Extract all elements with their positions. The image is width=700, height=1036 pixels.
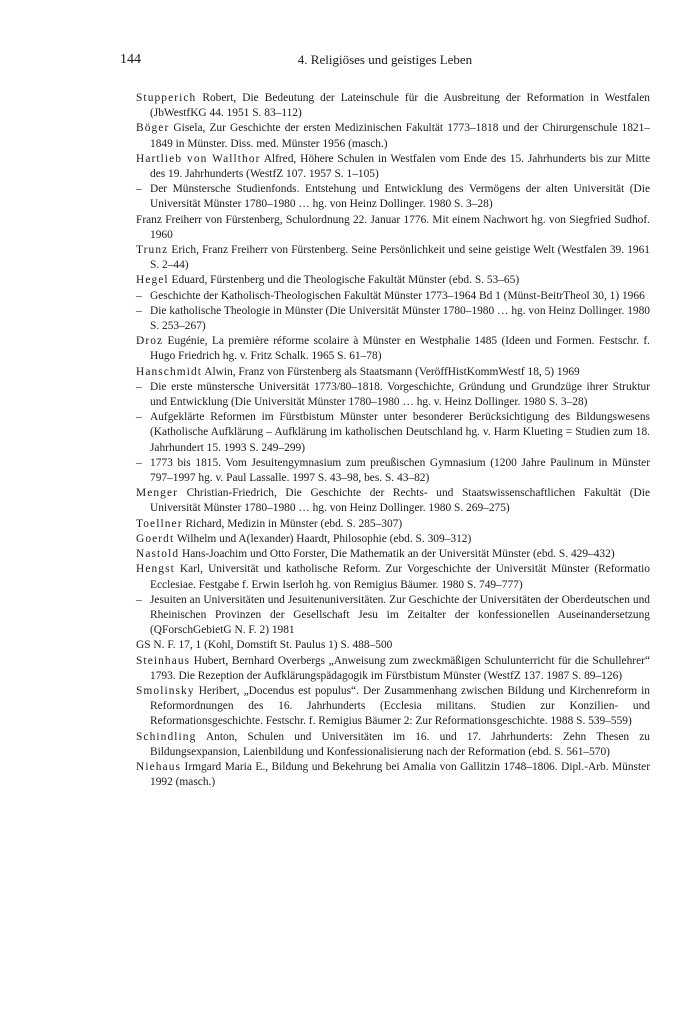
entry-author: Steinhaus bbox=[136, 654, 191, 667]
page-number: 144 bbox=[120, 52, 141, 67]
bibliography-entry bbox=[136, 730, 650, 760]
continuation-dash: – bbox=[136, 304, 142, 317]
entry-text: Aufgeklärte Reformen im Fürstbistum Münster unter besonderer Berücksichtigung des Bildungswesens (Katholische Aufklärung – Aufklärung im katholischen Deutschland hg. v. Harm Klueting = Studien zum 18. Jahrhundert 15. 1993 S. 249–299) bbox=[150, 411, 650, 454]
bibliography-entry bbox=[136, 289, 650, 304]
entry-text: Anton, Schulen und Universitäten im 16. und 17. Jahrhunderts: Zehn Thesen zu Bildungsexpansion, Laienbildung und Konfessionalisierung nach der Reformation (ebd. S. 561–570) bbox=[150, 730, 650, 758]
bibliography-entry bbox=[136, 273, 650, 288]
bibliography-entry bbox=[136, 532, 650, 547]
entry-author: Nastold bbox=[136, 548, 180, 561]
entry-text: Robert, Die Bedeutung der Lateinschule für die Ausbreitung der Reformation in Westfalen (JbWestfKG 44. 1951 S. 83–112) bbox=[150, 92, 650, 120]
continuation-dash: – bbox=[136, 593, 142, 606]
continuation-dash: – bbox=[136, 380, 142, 393]
bibliography-entry bbox=[136, 547, 650, 562]
bibliography-entry bbox=[136, 654, 650, 684]
entry-text: Geschichte der Katholisch-Theologischen Fakultät Münster 1773–1964 Bd 1 (Münst-BeitrTheol 30, 1) 1966 bbox=[150, 289, 645, 302]
entry-text: Eugénie, La première réforme scolaire à Münster en Westphalie 1485 (Ideen und Formen. Festschr. f. Hugo Friedrich hg. v. Fritz Schalk. 1965 S. 61–78) bbox=[150, 335, 650, 363]
continuation-dash: – bbox=[136, 183, 142, 196]
entry-author: Hengst bbox=[136, 563, 175, 576]
entry-author: Toellner bbox=[136, 517, 183, 530]
bibliography-entry bbox=[136, 593, 650, 639]
entry-author: Menger bbox=[136, 487, 179, 500]
bibliography-entry bbox=[136, 91, 650, 121]
continuation-dash: – bbox=[136, 456, 142, 469]
bibliography-entry bbox=[136, 121, 650, 151]
continuation-dash: – bbox=[136, 411, 142, 424]
bibliography-entry bbox=[136, 365, 650, 380]
entry-text: Gisela, Zur Geschichte der ersten Medizinischen Fakultät 1773–1818 und der Chirurgenschule 1821–1849 in Münster. Diss. med. Münster 1956 (masch.) bbox=[150, 122, 650, 150]
entry-author: Schindling bbox=[136, 730, 197, 743]
entry-text: 1773 bis 1815. Vom Jesuitengymnasium zum preußischen Gymnasium (1200 Jahre Paulinum in Münster 797–1997 hg. v. Paul Lassalle. 1997 S. 43–98, bes. S. 43–82) bbox=[150, 456, 650, 485]
entry-text: Alfred, Höhere Schulen in Westfalen vom Ende des 15. Jahrhunderts bis zur Mitte des 19. Jahrhunderts (WestfZ 107. 1957 S. 1–105) bbox=[150, 152, 650, 181]
entry-author: Hegel bbox=[136, 274, 169, 287]
entry-text: Jesuiten an Universitäten und Jesuitenuniversitäten. Zur Geschichte der Universitäten der Oberdeutschen und Rheinischen Provinzen der Gesellschaft Jesu im Zeitalter der konfessionellen Auseinandersetzung (QForschGebietG N. F. 2) 1981 bbox=[150, 593, 650, 637]
continuation-dash: – bbox=[136, 289, 142, 302]
chapter-title: 4. Religiöses und geistiges Leben bbox=[297, 52, 473, 67]
entry-text: Christian-Friedrich, Die Geschichte der Rechts- und Staatswissenschaftlichen Fakultät (Die Universität Münster 1780–1980 … hg. von Heinz Dollinger. 1980 S. 269–275) bbox=[150, 487, 650, 515]
entry-author: Goerdt bbox=[136, 532, 175, 545]
bibliography-entry bbox=[136, 562, 650, 592]
bibliography-entry bbox=[136, 638, 650, 653]
entry-author: Trunz bbox=[136, 244, 169, 257]
bibliography-entry bbox=[136, 380, 650, 410]
entry-text: Richard, Medizin in Münster (ebd. S. 285–307) bbox=[182, 517, 403, 530]
entry-author: Hanschmidt bbox=[136, 365, 203, 378]
entry-text: Erich, Franz Freiherr von Fürstenberg. Seine Persönlichkeit und seine geistige Welt (Westfalen 39. 1961 S. 2–44) bbox=[150, 244, 650, 272]
bibliography-entry bbox=[136, 486, 650, 516]
bibliography-entry bbox=[136, 760, 650, 790]
entry-text: Karl, Universität und katholische Reform. Zur Vorgeschichte der Universität Münster (Reformatio Ecclesiae. Festgabe f. Erwin Iserloh hg. von Remigius Bäumer. 1980 S. 749–777) bbox=[150, 563, 650, 591]
bibliography-entry bbox=[136, 456, 650, 486]
entry-text: Wilhelm und A(lexander) Haardt, Philosophie (ebd. S. 309–312) bbox=[174, 532, 472, 545]
entry-text: Heribert, „Docendus est populus“. Der Zusammenhang zwischen Bildung und Kirchenreform in Reformordnungen des 16. Jahrhunderts (Ecclesia militans. Studien zur Konzilien- und Reformationsgeschichte. Festschr. f. Remigius Bäumer 2: Zur Reformationsgeschichte. 1988 S. 539–559) bbox=[150, 684, 650, 728]
running-head bbox=[120, 50, 650, 70]
entry-author: Droz bbox=[136, 335, 164, 348]
entry-author: Niehaus bbox=[136, 760, 182, 773]
entry-author: Böger bbox=[136, 122, 170, 135]
entry-author: Hartlieb von Wallthor bbox=[136, 152, 261, 165]
entry-author: Smolinsky bbox=[136, 684, 195, 697]
entry-text: Die katholische Theologie in Münster (Die Universität Münster 1780–1980 … hg. von Heinz Dollinger. 1980 S. 253–267) bbox=[150, 304, 650, 333]
bibliography-entry bbox=[136, 410, 650, 456]
entry-text: Eduard, Fürstenberg und die Theologische Fakultät Münster (ebd. S. 53–65) bbox=[168, 274, 520, 287]
bibliography-entry bbox=[136, 152, 650, 182]
entry-text: GS N. F. 17, 1 (Kohl, Domstift St. Paulus 1) S. 488–500 bbox=[136, 639, 393, 652]
entry-text: Der Münstersche Studienfonds. Entstehung und Entwicklung des Vermögens der alten Universität (Die Universität Münster 1780–1980 … hg. von Heinz Dollinger. 1980 S. 3–28) bbox=[150, 183, 650, 211]
bibliography-entry bbox=[136, 334, 650, 364]
bibliography-entry bbox=[136, 182, 650, 212]
bibliography-list bbox=[136, 91, 650, 790]
bibliography-entry bbox=[136, 517, 650, 532]
entry-author: Stupperich bbox=[136, 92, 197, 104]
bibliography-entry bbox=[136, 243, 650, 273]
entry-text: Franz Freiherr von Fürstenberg, Schulordnung 22. Januar 1776. Mit einem Nachwort hg. von Siegfried Sudhof. 1960 bbox=[136, 213, 650, 241]
bibliography-entry bbox=[136, 213, 650, 243]
bibliography-entry bbox=[136, 684, 650, 730]
entry-text: Die erste münstersche Universität 1773/80–1818. Vorgeschichte, Gründung und Grundzüge ihrer Struktur und Entwicklung (Die Universität Münster 1780–1980 … hg. v. Heinz Dollinger. 1980 S. 3–28) bbox=[150, 380, 650, 409]
entry-text: Irmgard Maria E., Bildung und Bekehrung bei Amalia von Gallitzin 1748–1806. Dipl.-Arb. Münster 1992 (masch.) bbox=[150, 760, 650, 789]
entry-text: Hans-Joachim und Otto Forster, Die Mathematik an der Universität Münster (ebd. S. 429–432) bbox=[179, 548, 615, 561]
entry-text: Hubert, Bernhard Overbergs „Anweisung zum zweckmäßigen Schulunterricht für die Schullehrer“ 1793. Die Rezeption der Aufklärungspädagogik im Fürstbistum Münster (WestfZ 137. 1987 S. 89–126) bbox=[150, 654, 650, 682]
bibliography-entry bbox=[136, 304, 650, 334]
entry-text: Alwin, Franz von Fürstenberg als Staatsmann (VeröffHistKommWestf 18, 5) 1969 bbox=[202, 365, 580, 378]
